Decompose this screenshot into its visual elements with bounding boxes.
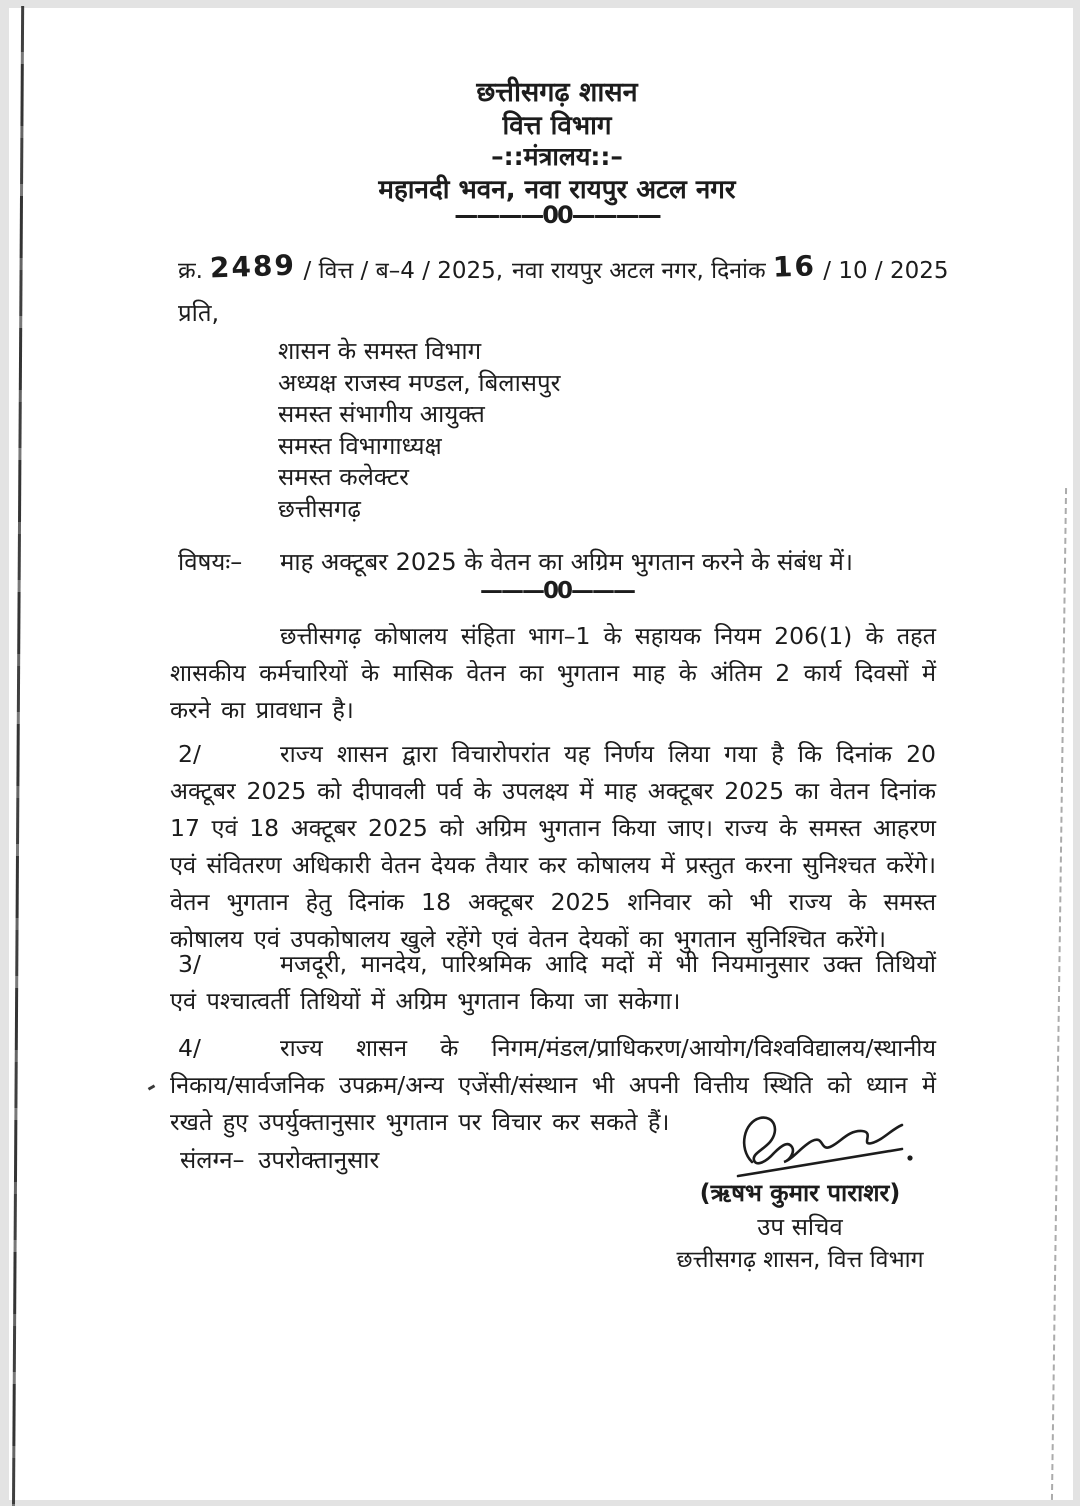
- signatory-organization: छत्तीसगढ़ शासन, वित्त विभाग: [676, 1247, 924, 1273]
- paragraph-number: 4/: [178, 1034, 201, 1062]
- letterhead-address: महानदी भवन, नवा रायपुर अटल नगर: [378, 175, 736, 205]
- paragraph-text: छत्तीसगढ़ कोषालय संहिता भाग–1 के सहायक नियम 206(1) के तहत शासकीय कर्मचारियों के मासिक वेतन का भुगतान माह के अंतिम 2 कार्य दिवसों में करने का प्रावधान है।: [170, 622, 936, 724]
- letter-number-prefix: क्र.: [178, 258, 203, 284]
- letter-number: [178, 248, 504, 285]
- paragraph-text: मजदूरी, मानदेय, पारिश्रमिक आदि मदों में भी नियमानुसार उक्त तिथियों एवं पश्चात्वर्ती तिथियों में अग्रिम भुगतान किया जा सकेगा।: [170, 950, 936, 1015]
- signatory-designation: उप सचिव: [757, 1213, 843, 1241]
- letterhead-divider: ————00————: [454, 201, 660, 229]
- recipient-item: शासन के समस्त विभाग: [278, 337, 482, 365]
- enclosure-note: संलग्न– उपरोक्तानुसार: [180, 1146, 380, 1174]
- recipient-item: समस्त संभागीय आयुक्त: [278, 400, 485, 428]
- recipient-item: छत्तीसगढ़: [278, 494, 361, 523]
- recipient-item: समस्त विभागाध्यक्ष: [278, 431, 442, 460]
- recipient-list: [278, 336, 560, 525]
- letter-number-handwritten: 2489: [209, 248, 297, 285]
- subject-label: विषयः–: [178, 548, 243, 576]
- letterhead-government-name: छत्तीसगढ़ शासन: [476, 77, 638, 108]
- paragraph-1: [170, 618, 936, 729]
- letterhead-office-name: –::मंत्रालय::–: [491, 142, 623, 171]
- signatory-name: (ऋषभ कुमार पाराशर): [699, 1179, 901, 1207]
- subject-divider: ———00———: [479, 578, 634, 604]
- date-day-handwritten: 16: [772, 249, 817, 284]
- paragraph-text: राज्य शासन द्वारा विचारोपरांत यह निर्णय लिया गया है कि दिनांक 20 अक्टूबर 2025 को दीपावली पर्व के उपलक्ष्य में माह अक्टूबर 2025 का वेतन दिनांक 17 एवं 18 अक्टूबर 2025 को अग्रिम भुगतान किया जाए। राज्य के समस्त आहरण एवं संवितरण अधिकारी वेतन देयक तैयार कर कोषालय में प्रस्तुत करना सुनिश्चत करेंगे। वेतन भुगतान हेतु दिनांक 18 अक्टूबर 2025 शनिवार को भी राज्य के समस्त कोषालय एवं उपकोषालय खुले रहेंगे एवं वेतन देयकों का भुगतान सुनिश्चित करेंगे।: [170, 740, 936, 953]
- place-and-date: [512, 249, 949, 285]
- paragraph-2: [170, 736, 936, 958]
- paragraph-number: 3/: [178, 950, 201, 978]
- place-date-prefix: नवा रायपुर अटल नगर, दिनांक: [512, 258, 766, 284]
- subject-text: माह अक्टूबर 2025 के वेतन का अग्रिम भुगतान करने के संबंध में।: [280, 548, 853, 576]
- to-label: प्रति,: [178, 299, 220, 327]
- signature-scribble: [730, 1106, 915, 1184]
- paragraph-number: 2/: [178, 740, 201, 768]
- letter-number-suffix: / वित्त / ब–4 / 2025,: [303, 258, 504, 284]
- recipient-item: समस्त कलेक्टर: [278, 463, 409, 491]
- letterhead-department-name: वित्त विभाग: [502, 111, 612, 141]
- paragraph-3: [170, 946, 936, 1020]
- paragraph-text: राज्य शासन के निगम/मंडल/प्राधिकरण/आयोग/विश्वविद्यालय/स्थानीय निकाय/सार्वजनिक उपक्रम/अन्य एजेंसी/संस्थान भी अपनी वित्तीय स्थिति को ध्यान में रखते हुए उपर्युक्तानुसार भुगतान पर विचार कर सकते हैं।: [170, 1034, 936, 1136]
- recipient-item: अध्यक्ष राजस्व मण्डल, बिलासपुर: [278, 368, 561, 397]
- date-suffix: / 10 / 2025: [823, 258, 949, 284]
